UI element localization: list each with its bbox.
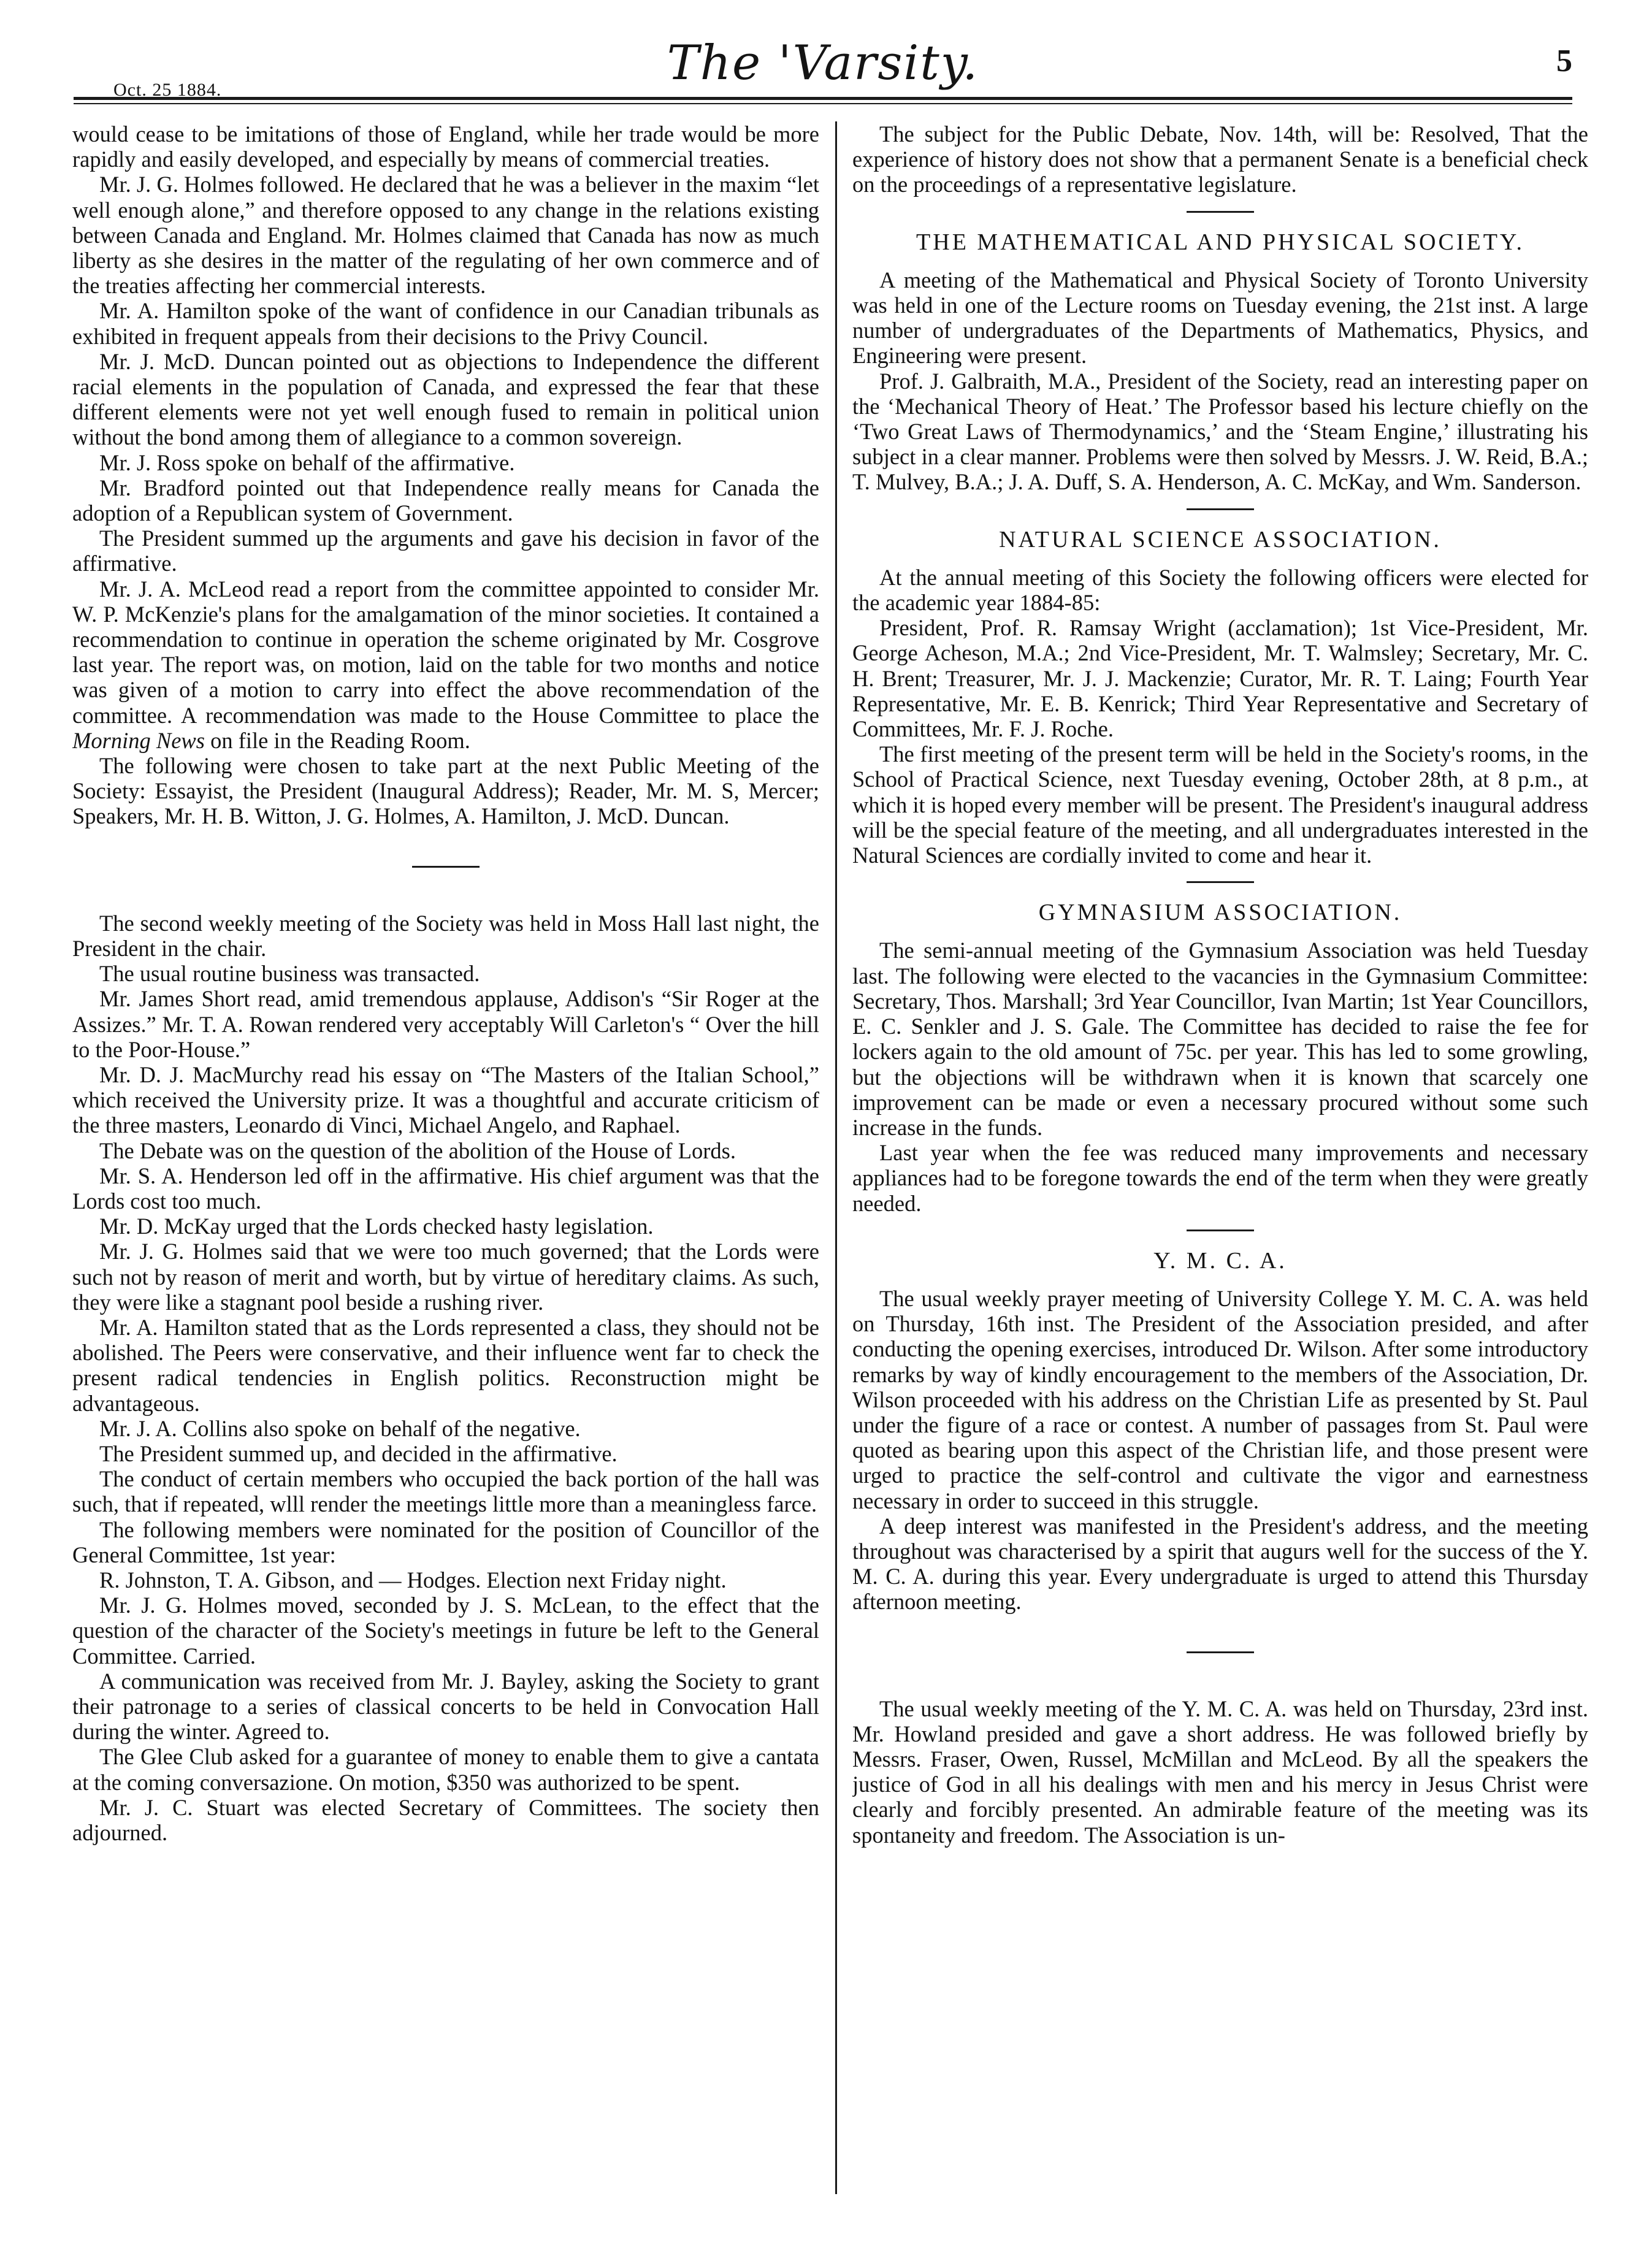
paragraph: The second weekly meeting of the Society was held in Moss Hall last night, the President in the chair. [72, 910, 819, 961]
paragraph: The Glee Club asked for a guarantee of money to enable them to give a cantata at the coming conversazione. On motion, $350 was authorized to be spent. [72, 1744, 819, 1795]
newspaper-title: Morning News [72, 727, 205, 753]
paragraph: Mr. S. A. Henderson led off in the affirmative. His chief argument was that the Lords cost too much. [72, 1163, 819, 1214]
paragraph: The President summed up the arguments and gave his decision in favor of the affirmative. [72, 526, 819, 576]
paragraph: Last year when the fee was reduced many improvements and necessary appliances had to be foregone towards the end of the term when they were greatly needed. [852, 1140, 1588, 1216]
paragraph: R. Johnston, T. A. Gibson, and — Hodges. Election next Friday night. [99, 1567, 727, 1593]
paragraph: The following were chosen to take part at the next Public Meeting of the Society: Essayist, the President (Inaugural Address); Reader, Mr. M. S, Mercer; Speakers, Mr. H. B. Witton, J. G. Holmes, A. Hamilton, J. McD. Duncan. [72, 753, 819, 829]
paragraph: The usual weekly meeting of the Y. M. C. A. was held on Thursday, 23rd inst. Mr. Howland presided and gave a short address. He was followed briefly by Messrs. Fraser, Owen, Russel, McMillan and McLeod. By all the speakers the justice of God in all his dealings with men and his mercy in Jesus Christ were clearly and forcibly presented. An admirable feature of the meeting was its spontaneity and freedom. The Association is un- [852, 1696, 1588, 1848]
section-divider [412, 866, 480, 868]
section-divider [1187, 508, 1254, 510]
paragraph: Mr. J. A. Collins also spoke on behalf of the negative. [99, 1415, 581, 1441]
header-rule [74, 97, 1572, 100]
paragraph: The subject for the Public Debate, Nov. 14th, will be: Resolved, That the experience of history does not show that a permanent Senate is a beneficial check on the proceedings of a representative legislature. [852, 121, 1588, 197]
paragraph: Mr. J. G. Holmes said that we were too much governed; that the Lords were such not by reason of merit and worth, but by virtue of hereditary claims. As such, they were like a stagnant pool beside a rushing river. [72, 1239, 819, 1315]
paragraph: A communication was received from Mr. J. Bayley, asking the Society to grant their patronage to a series of classical concerts to be held in Convocation Hall during the winter. Agreed to. [72, 1668, 819, 1745]
text-run: on file in the Reading Room. [204, 727, 470, 753]
section-divider [1187, 1230, 1254, 1231]
paragraph: Prof. J. Galbraith, M.A., President of the Society, read an interesting paper on the ‘Mechanical Theory of Heat.’ The Professor based his lecture chiefly on the ‘Two Great Laws of Thermodynamics,’ and the ‘Steam Engine,’ illustrating his subject in a clear manner. Problems were then solved by Messrs. J. W. Reid, B.A.; T. Mulvey, B.A.; J. A. Duff, S. A. Henderson, A. C. McKay, and Wm. Sanderson. [852, 368, 1588, 495]
paragraph: Mr. James Short read, amid tremendous applause, Addison's “Sir Roger at the Assizes.” Mr. T. A. Rowan rendered very acceptably Will Carleton's “ Over the hill to the Poor-House.” [72, 986, 819, 1062]
paragraph: The Debate was on the question of the abolition of the House of Lords. [99, 1138, 736, 1163]
paragraph: The first meeting of the present term will be held in the Society's rooms, in the School of Practical Science, next Tuesday evening, October 28th, at 8 p.m., at which it is hoped every member will be present. The President's inaugural address will be the special feature of the meeting, and all undergraduates interested in the Natural Sciences are cordially invited to come and hear it. [852, 741, 1588, 868]
paragraph: Mr. D. J. MacMurchy read his essay on “The Masters of the Italian School,” which received the University prize. It was a thoughtful and accurate criticism of the three masters, Leonardo di Vinci, Michael Angelo, and Raphael. [72, 1061, 819, 1138]
right-column [852, 121, 1588, 2200]
page-header [74, 25, 1572, 98]
paragraph: The usual routine business was transacted. [99, 961, 480, 987]
page-number: 5 [1556, 44, 1572, 78]
paragraph [72, 576, 819, 753]
column-divider [835, 121, 837, 2194]
paragraph: The conduct of certain members who occupied the back portion of the hall was such, that if repeated, wlll render the meetings little more than a meaningless farce. [72, 1466, 819, 1517]
section-heading: Y. M. C. A. [1153, 1247, 1287, 1274]
paragraph: would cease to be imitations of those of England, while her trade would be more rapidly and easily developed, and especially by means of commercial treaties. [72, 121, 819, 172]
paragraph: A meeting of the Mathematical and Physical Society of Toronto University was held in one of the Lecture rooms on Tuesday evening, the 21st inst. A large number of undergraduates of the Departments of Mathematics, Physics, and Engineering were present. [852, 267, 1588, 369]
issue-date: Oct. 25 1884. [113, 80, 222, 100]
section-divider [1187, 1651, 1254, 1653]
paragraph: Mr. J. G. Holmes followed. He declared that he was a believer in the maxim “let well enough alone,” and therefore opposed to any change in the relations existing between Canada and England. Mr. Holmes claimed that Canada has now as much liberty as she desires in the matter of the regulating of her own commerce and of the treaties affecting her commercial interests. [72, 172, 819, 299]
section-heading: GYMNASIUM ASSOCIATION. [1038, 900, 1402, 926]
left-column [72, 121, 819, 2200]
section-divider [1187, 211, 1254, 213]
section-divider [1187, 881, 1254, 883]
paragraph: A deep interest was manifested in the President's address, and the meeting throughout was characterised by a spirit that augurs well for the success of the Y. M. C. A. during this year. Every undergraduate is urged to attend this Thursday afternoon meeting. [852, 1513, 1588, 1615]
paragraph: Mr. A. Hamilton spoke of the want of confidence in our Canadian tribunals as exhibited in frequent appeals from their decisions to the Privy Council. [72, 298, 819, 349]
paragraph: The semi-annual meeting of the Gymnasium Association was held Tuesday last. The following were elected to the vacancies in the Gymnasium Committee: Secretary, Thos. Marshall; 3rd Year Councillor, Ivan Martin; 1st Year Councillors, E. C. Senkler and J. S. Gale. The Committee has decided to raise the fee for lockers again to the old amount of 75c. per year. This has led to some growling, but the objections will be withdrawn when it is known that scarcely one improvement can be made or even a necessary procured without some such increase in the funds. [852, 938, 1588, 1140]
header-rule-thin [74, 103, 1572, 104]
paragraph: Mr. Bradford pointed out that Independence really means for Canada the adoption of a Republican system of Government. [72, 475, 819, 526]
paragraph: Mr. J. Ross spoke on behalf of the affirmative. [99, 449, 515, 475]
paragraph: At the annual meeting of this Society the following officers were elected for the academic year 1884-85: [852, 564, 1588, 616]
paragraph: President, Prof. R. Ramsay Wright (acclamation); 1st Vice-President, Mr. George Acheson, M.A.; 2nd Vice-President, Mr. T. Walmsley; Secretary, Mr. C. H. Brent; Treasurer, Mr. J. J. Mackenzie; Curator, Mr. R. T. Laing; Fourth Year Representative, Mr. E. B. Kenrick; Third Year Representative and Secretary of Committees, Mr. F. J. Roche. [852, 615, 1588, 742]
masthead-title: The 'Varsity. [667, 36, 979, 91]
paragraph: The following members were nominated for the position of Councillor of the General Committee, 1st year: [72, 1516, 819, 1567]
paragraph: Mr. J. C. Stuart was elected Secretary of Committees. The society then adjourned. [72, 1794, 819, 1845]
paragraph: The usual weekly prayer meeting of University College Y. M. C. A. was held on Thursday, 16th inst. The President of the Association presided, and after conducting the opening exercises, introduced Dr. Wilson. After some introductory remarks by way of kindly encouragement to the members of the Association, Dr. Wilson proceeded with his address on the Christian Life as presented by St. Paul under the figure of a race or contest. A number of passages from St. Paul were quoted as bearing upon this aspect of the Christian life, and those present were urged to practice the self-control and cultivate the vigor and earnestness necessary in order to succeed in this struggle. [852, 1285, 1588, 1513]
section-heading: NATURAL SCIENCE ASSOCIATION. [999, 526, 1442, 553]
paragraph: Mr. J. McD. Duncan pointed out as objections to Independence the different racial elements in the population of Canada, and expressed the fear that these different elements were not yet well enough fused to remain in political union without the bond among them of allegiance to a common sovereign. [72, 348, 819, 450]
paragraph: Mr. J. G. Holmes moved, seconded by J. S. McLean, to the effect that the question of the character of the Society's meetings in future be left to the General Committee. Carried. [72, 1593, 819, 1669]
paragraph: Mr. A. Hamilton stated that as the Lords represented a class, they should not be abolished. The Peers were conservative, and their influence went far to check the present radical tendencies in English politics. Reconstruction might be advantageous. [72, 1314, 819, 1416]
section-heading: THE MATHEMATICAL AND PHYSICAL SOCIETY. [916, 229, 1524, 255]
paragraph: Mr. D. McKay urged that the Lords checked hasty legislation. [99, 1214, 654, 1239]
text-run: Mr. J. A. McLeod read a report from the committee appointed to consider Mr. W. P. McKenzie's plans for the amalgamation of the minor societies. It contained a recommendation to continue in operation the scheme originated by Mr. Cosgrove last year. The report was, on motion, laid on the table for two months and notice was given of a motion to carry into effect the above recommendation of the committee. A recommendation was made to the House Committee to place the [72, 576, 819, 728]
paragraph: The President summed up, and decided in the affirmative. [99, 1440, 618, 1466]
